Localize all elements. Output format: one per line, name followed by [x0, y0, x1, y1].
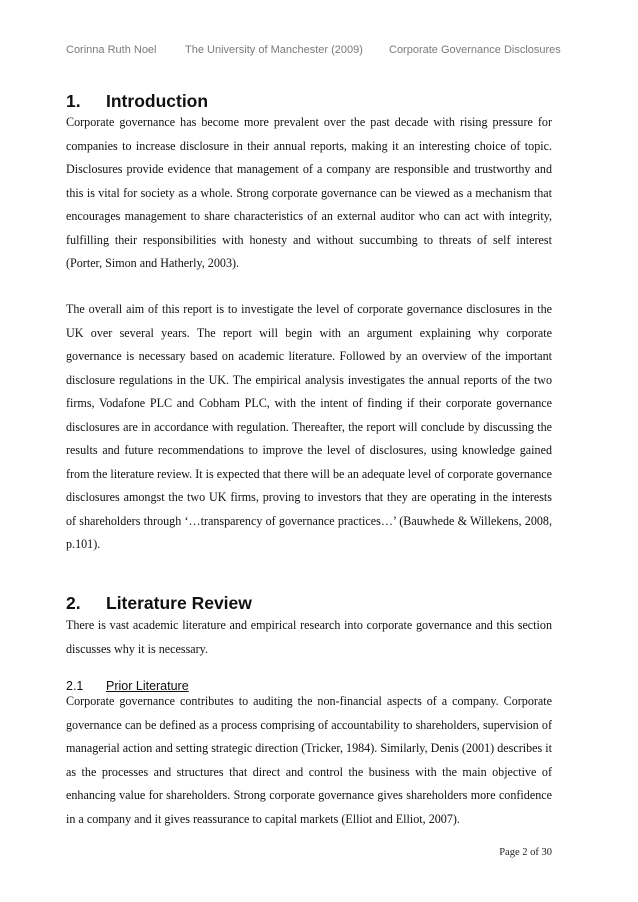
section-1-number: 1.: [66, 91, 81, 111]
section-1-heading: [66, 91, 208, 112]
subsection-2-1-title: Prior Literature: [106, 679, 189, 693]
subsection-2-1-number: 2.1: [66, 679, 84, 693]
literature-review-paragraph: There is vast academic literature and empirical research into corporate governance and this section discusses why it is necessary.: [66, 618, 552, 656]
page-number: Page 2 of 30: [499, 847, 552, 858]
section-2-number: 2.: [66, 593, 81, 613]
header-institution: The University of Manchester (2009): [185, 44, 363, 56]
introduction-paragraph-1: Corporate governance has become more prevalent over the past decade with rising pressure for companies to increase disclosure in their annual reports, making it an interesting choice of topic. Disclosures provide evidence that management of a company are responsible and trustworthy and this is vital for society as a whole. Strong corporate governance can be viewed as a mechanism that encourages management to share characteristics of an external auditor who can act with integrity, fulfilling their responsibilities with honesty and without succumbing to threats of self interest (Porter, Simon and Hatherly, 2003).: [66, 115, 552, 270]
prior-literature-paragraph: Corporate governance contributes to auditing the non-financial aspects of a company. Corporate governance can be defined as a process comprising of accountability to shareholders, supervision of managerial action and setting strategic direction (Tricker, 1984). Similarly, Denis (2001) describes it as the processes and structures that direct and control the business with the main objective of enhancing value for shareholders. Strong corporate governance gives shareholders more confidence in a company and it gives reassurance to capital markets (Elliot and Elliot, 2007).: [66, 694, 552, 826]
section-1-title: Introduction: [106, 91, 209, 111]
introduction-paragraph-2: The overall aim of this report is to investigate the level of corporate governance disclosures in the UK over several years. The report will begin with an argument explaining why corporate governance is necessary based on academic literature. Followed by an overview of the important disclosure regulations in the UK. The empirical analysis investigates the annual reports of the two firms, Vodafone PLC and Cobham PLC, with the intent of finding if their corporate governance disclosures are in accordance with regulation. Thereafter, the report will conclude by discussing the results and future recommendations to improve the level of disclosures, using knowledge gained from the literature review. It is expected that there will be an adequate level of corporate governance disclosures amongst the two UK firms, proving to investors that they are operating in the interests of shareholders through ‘…transparency of governance practices…’ (Bauwhede & Willekens, 2008, p.101).: [66, 302, 552, 551]
section-2-title: Literature Review: [106, 593, 252, 613]
header-author: Corinna Ruth Noel: [66, 44, 157, 56]
header-document-title: Corporate Governance Disclosures: [389, 44, 561, 56]
section-2-heading: [66, 593, 252, 614]
